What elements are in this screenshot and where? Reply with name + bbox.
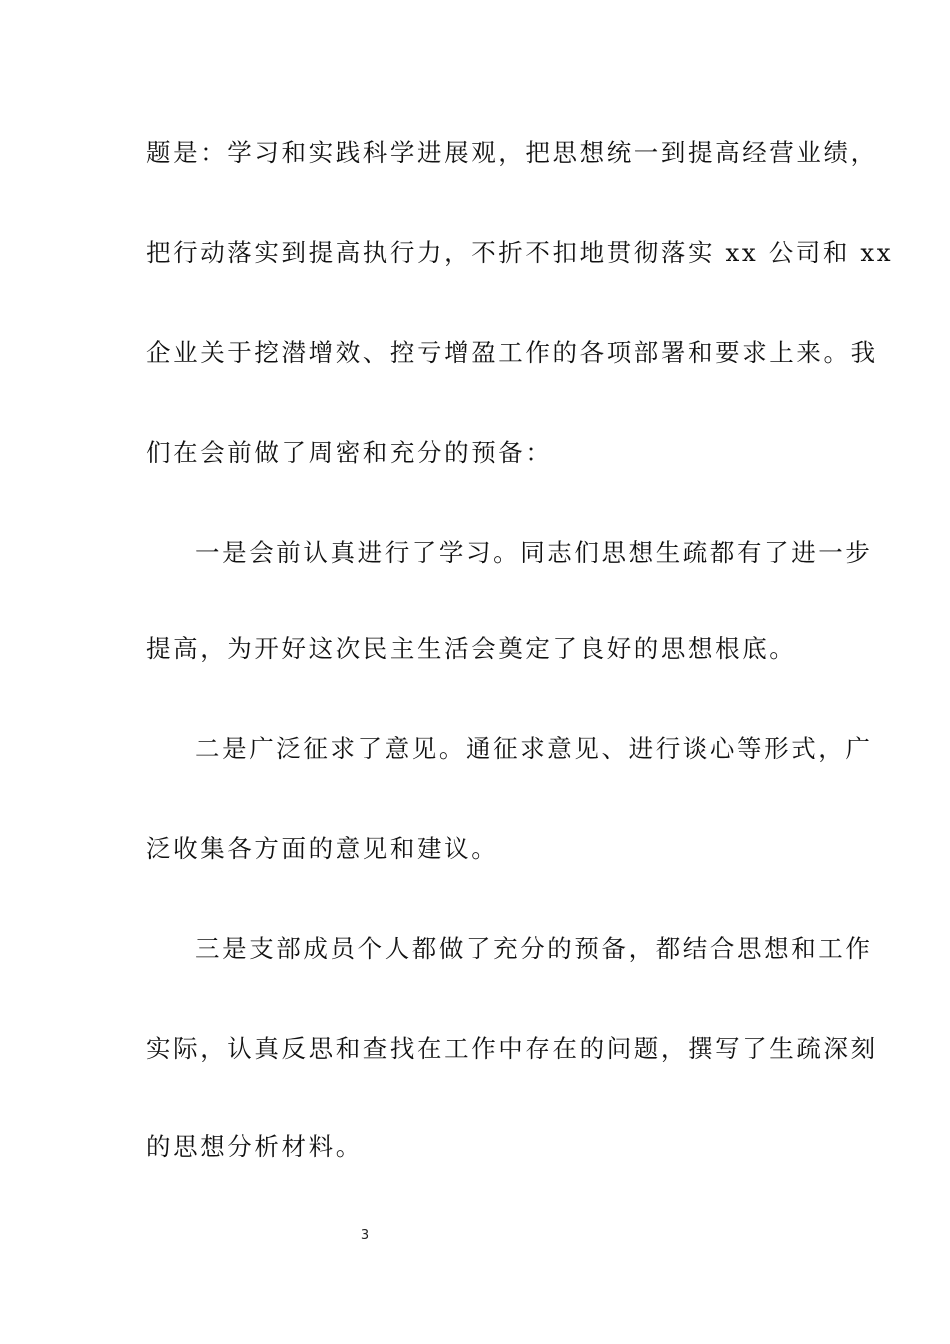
text-line-1: 题是：学习和实践科学进展观，把思想统一到提高经营业绩， <box>146 138 878 167</box>
text-line-7: 二是广泛征求了意见。通征求意见、进行谈心等形式，广 <box>195 734 873 763</box>
text-line-6: 提高，为开好这次民主生活会奠定了良好的思想根底。 <box>146 634 797 663</box>
text-line-4: 们在会前做了周密和充分的预备： <box>146 438 553 467</box>
text-line-3: 企业关于挖潜增效、控亏增盈工作的各项部署和要求上来。我 <box>146 338 878 367</box>
text-line-10: 实际，认真反思和查找在工作中存在的问题，撰写了生疏深刻 <box>146 1034 878 1063</box>
text-line-11: 的思想分析材料。 <box>146 1132 363 1161</box>
page-number: 3 <box>360 1228 370 1243</box>
text-line-8: 泛收集各方面的意见和建议。 <box>146 834 499 863</box>
text-line-9: 三是支部成员个人都做了充分的预备，都结合思想和工作 <box>195 934 873 963</box>
text-line-5: 一是会前认真进行了学习。同志们思想生疏都有了进一步 <box>195 538 873 567</box>
text-line-2: 把行动落实到提高执行力，不折不扣地贯彻落实 xx 公司和 xx <box>146 238 894 267</box>
